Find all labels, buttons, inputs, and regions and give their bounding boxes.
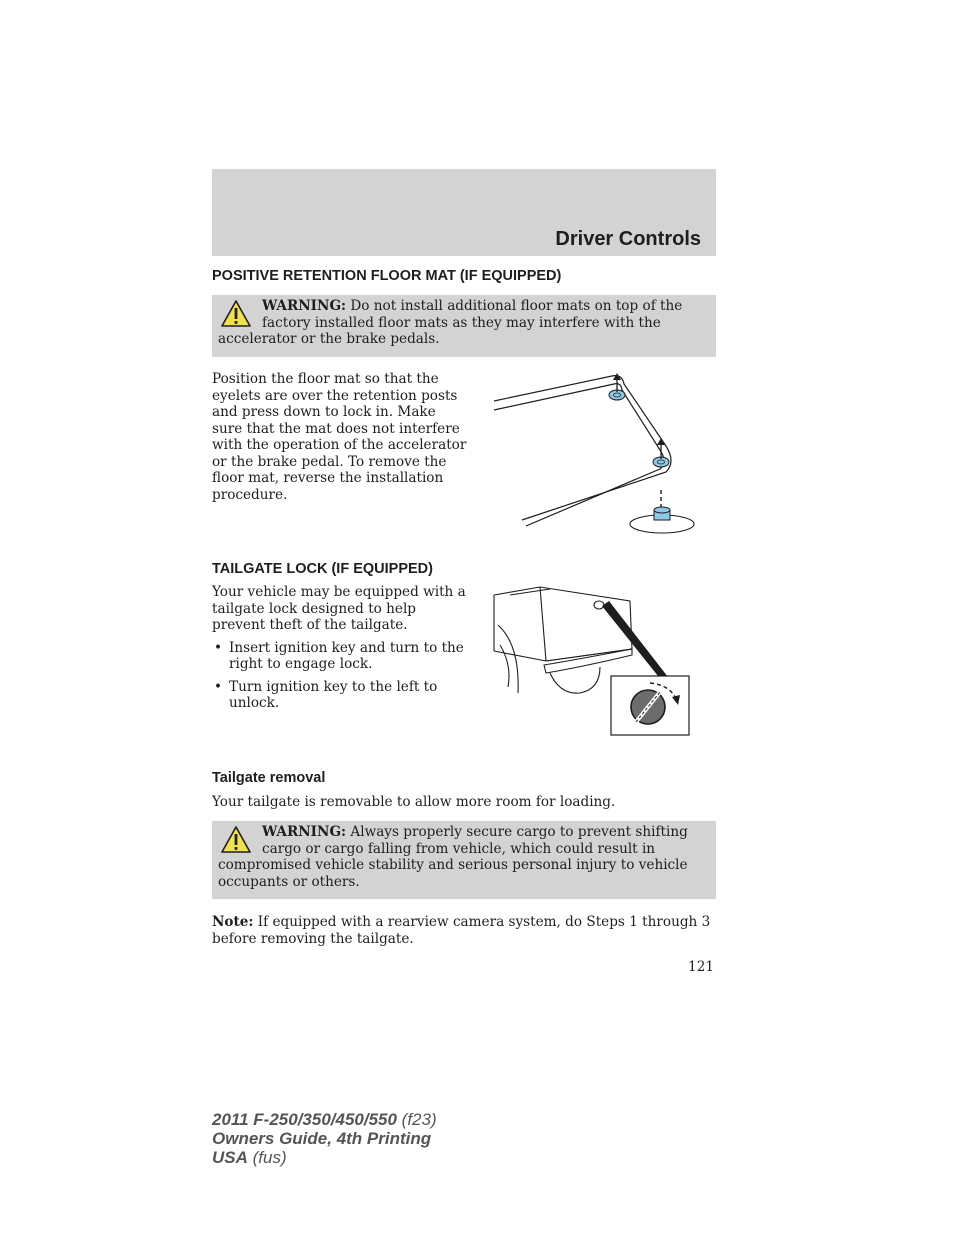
tailgate-lock-intro: Your vehicle may be equipped with a tailgate lock designed to help prevent theft of the tailgate. [212, 584, 466, 633]
warning-label: WARNING: [262, 824, 347, 840]
tailgate-lock-heading: TAILGATE LOCK (IF EQUIPPED) [212, 561, 433, 577]
tailgate-removal-warning [212, 821, 716, 899]
tailgate-lock-steps [212, 640, 468, 712]
floor-mat-instructions: Position the floor mat so that the eyelets are over the retention posts and press down to lock in. Make sure that the mat does not interfere with the operation of the accelerator or the brake pedal. To remove the floor mat, reverse the installation procedure. [212, 371, 467, 503]
retention-post-detail [630, 490, 694, 533]
list-item: • Turn ignition key to the left to unlock. [212, 679, 468, 712]
footer-printing: Owners Guide, 4th Printing [212, 1129, 432, 1148]
footer-model: 2011 F-250/350/450/550 [212, 1110, 397, 1129]
list-item: • Insert ignition key and turn to the right to engage lock. [212, 640, 468, 673]
tailgate-lock-illustration [490, 585, 695, 740]
floor-mat-warning [212, 295, 716, 357]
footer-model-code: (f23) [396, 1110, 437, 1129]
warning-triangle-icon [220, 825, 252, 855]
warning-text: Always properly secure cargo to prevent shifting cargo or cargo falling from vehicle, which could result in compromised vehicle stability and serious personal injury to vehicle occupants or others. [218, 824, 688, 890]
tailgate-removal-intro: Your tailgate is removable to allow more room for loading. [212, 794, 616, 810]
floor-mat-heading: POSITIVE RETENTION FLOOR MAT (IF EQUIPPED) [212, 268, 562, 284]
tailgate-removal-heading: Tailgate removal [212, 770, 326, 786]
section-title: Driver Controls [555, 228, 701, 250]
floor-mat-illustration [490, 370, 705, 540]
section-header-band [212, 169, 716, 256]
footer-market: USA [212, 1148, 248, 1167]
tailgate-lock-text [212, 584, 468, 718]
document-footer [212, 1110, 437, 1167]
page-number: 121 [688, 959, 714, 975]
footer-market-code: (fus) [247, 1148, 287, 1167]
tailgate-removal-note [212, 914, 716, 947]
warning-label: WARNING: [262, 298, 347, 314]
retention-post-upper [609, 373, 625, 400]
note-text: If equipped with a rearview camera system, do Steps 1 through 3 before removing the tailgate. [212, 914, 711, 947]
warning-triangle-icon [220, 299, 252, 329]
warning-text: Do not install additional floor mats on top of the factory installed floor mats as they may interfere with the accelerator or the brake pedals. [218, 298, 683, 347]
note-label: Note: [212, 914, 254, 930]
